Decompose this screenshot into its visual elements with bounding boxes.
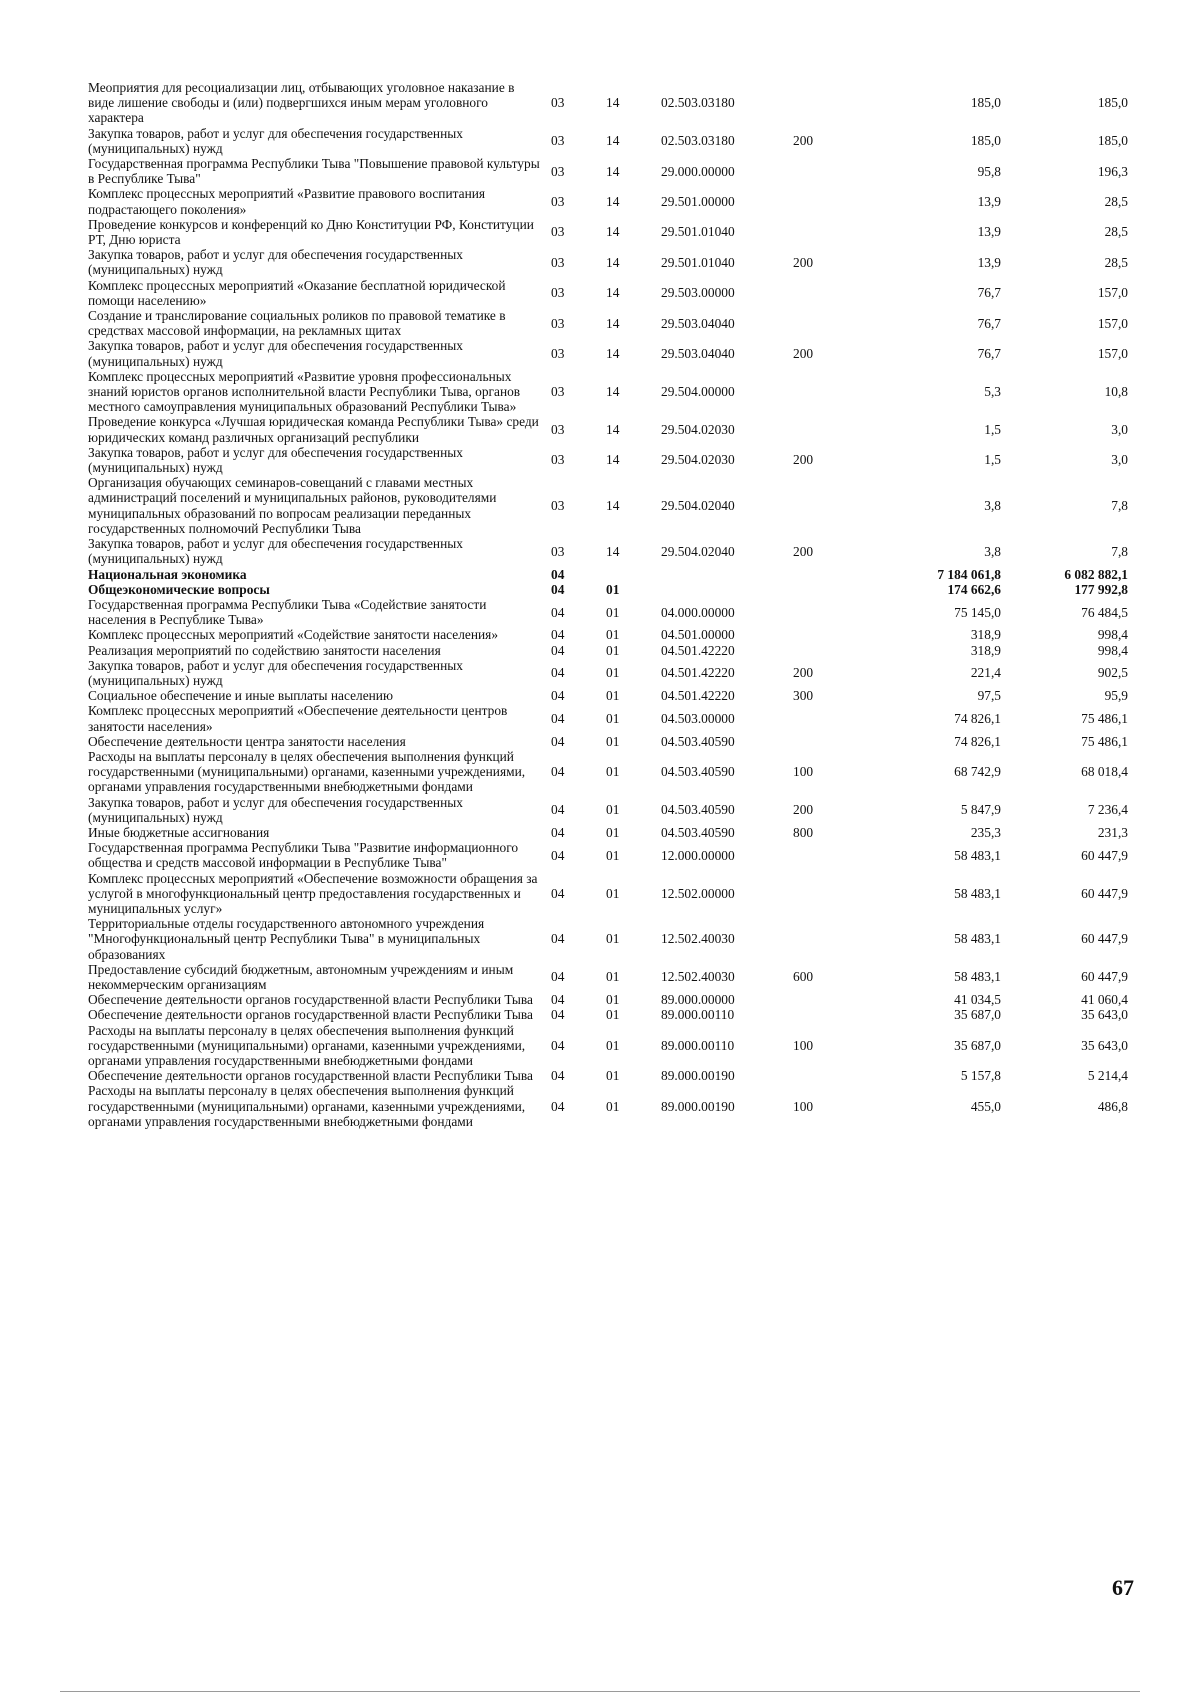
amount-year-2: 28,5: [1104, 254, 1128, 270]
expense-type-code: 100: [793, 1037, 814, 1053]
target-item-code: 29.503.00000: [661, 285, 735, 301]
section-code: 04: [551, 566, 565, 582]
expense-type-code: [793, 871, 851, 917]
target-item-code: 04.503.00000: [661, 710, 735, 726]
amount-year-2: 10,8: [1104, 384, 1128, 400]
expense-name: Государственная программа Республики Тыва "Развитие информационного общества и средств массовой информации в Республике Тыва": [88, 840, 519, 871]
section-code: 04: [551, 931, 565, 947]
amount-year-1: 13,9: [977, 254, 1001, 270]
subsection-code: 01: [606, 992, 620, 1008]
expense-type-code: [793, 475, 851, 536]
subsection-code: 14: [606, 315, 620, 331]
expense-name: Расходы на выплаты персоналу в целях обеспечения выполнения функций государственными (муниципальными) органами, казенными учреждениями, органами управления государственными внебюджетными фондами: [88, 1083, 526, 1129]
subsection-code: 01: [606, 688, 620, 704]
amount-year-1: 318,9: [970, 627, 1001, 643]
target-item-code: 29.504.00000: [661, 384, 735, 400]
expense-type-code: [793, 916, 851, 962]
target-item-code: 29.504.02040: [661, 498, 735, 514]
target-item-code: 89.000.00190: [661, 1098, 735, 1114]
amount-year-2: 3,0: [1111, 452, 1128, 468]
table-row: [88, 1083, 1128, 1129]
amount-year-1: 5,3: [984, 384, 1001, 400]
target-item-code: 04.501.42220: [661, 665, 735, 681]
table-row: [88, 369, 1128, 415]
section-code: 04: [551, 824, 565, 840]
table-row: [88, 916, 1128, 962]
target-item-code: 29.504.02030: [661, 422, 735, 438]
subsection-code: 14: [606, 224, 620, 240]
amount-year-2: 7,8: [1111, 543, 1128, 559]
section-code: 03: [551, 254, 565, 270]
table-row: [88, 703, 1128, 733]
table-row: [88, 795, 1128, 825]
expense-name: Обеспечение деятельности органов государственной власти Республики Тыва: [88, 1068, 533, 1084]
table-row: [88, 643, 1128, 658]
section-code: 04: [551, 764, 565, 780]
section-code: 04: [551, 642, 565, 658]
expense-type-code: 200: [793, 665, 814, 681]
amount-year-1: 76,7: [977, 346, 1001, 362]
expense-name: Проведение конкурса «Лучшая юридическая команда Республики Тыва» среди юридических команд различных организаций республики: [88, 414, 539, 445]
expense-type-code: 100: [793, 1098, 814, 1114]
amount-year-1: 75 145,0: [954, 604, 1001, 620]
amount-year-2: 60 447,9: [1081, 847, 1128, 863]
target-item-code: 29.504.02040: [661, 543, 735, 559]
amount-year-2: 6 082 882,1: [1064, 566, 1128, 582]
amount-year-1: 41 034,5: [954, 992, 1001, 1008]
expense-type-code: [793, 840, 851, 870]
expense-type-code: [793, 186, 851, 216]
amount-year-1: 174 662,6: [947, 581, 1001, 597]
target-item-code: 89.000.00000: [661, 992, 735, 1008]
expense-type-code: 200: [793, 452, 814, 468]
amount-year-2: 60 447,9: [1081, 969, 1128, 985]
target-item-code: 04.501.00000: [661, 627, 735, 643]
amount-year-2: 75 486,1: [1081, 710, 1128, 726]
table-row: [88, 247, 1128, 277]
expense-type-code: 200: [793, 543, 814, 559]
amount-year-2: 35 643,0: [1081, 1037, 1128, 1053]
amount-year-2: 3,0: [1111, 422, 1128, 438]
expense-type-code: [793, 1007, 851, 1022]
expense-type-code: [793, 1068, 851, 1083]
expense-name: Комплекс процессных мероприятий «Содействие занятости населения»: [88, 627, 499, 643]
section-code: 03: [551, 384, 565, 400]
expense-name: Реализация мероприятий по содействию занятости населения: [88, 642, 441, 658]
subsection-code: 14: [606, 498, 620, 514]
budget-table: [88, 80, 1128, 1129]
expense-type-code: [793, 627, 851, 642]
expense-name: Комплекс процессных мероприятий «Развитие правового воспитания подрастающего поколения»: [88, 186, 486, 217]
amount-year-2: 998,4: [1097, 627, 1128, 643]
table-row: [88, 278, 1128, 308]
target-item-code: 29.000.00000: [661, 163, 735, 179]
amount-year-1: 7 184 061,8: [937, 566, 1001, 582]
amount-year-1: 185,0: [970, 95, 1001, 111]
amount-year-1: 1,5: [984, 452, 1001, 468]
expense-type-code: 100: [793, 764, 814, 780]
amount-year-2: 157,0: [1097, 315, 1128, 331]
table-row: [88, 871, 1128, 917]
table-row: [88, 126, 1128, 156]
section-code: 04: [551, 992, 565, 1008]
table-row: [88, 80, 1128, 126]
expense-name: Комплекс процессных мероприятий «Обеспечение возможности обращения за услугой в многофункциональный центр предоставления государственных и муниципальных услуг»: [88, 870, 538, 916]
target-item-code: 12.502.40030: [661, 969, 735, 985]
subsection-code: 14: [606, 346, 620, 362]
expense-name: Территориальные отделы государственного автономного учреждения "Многофункциональный центр Республики Тыва" в муниципальных образованиях: [88, 916, 485, 962]
subsection-code: 14: [606, 194, 620, 210]
table-row: [88, 962, 1128, 992]
expense-name: Расходы на выплаты персоналу в целях обеспечения выполнения функций государственными (муниципальными) органами, казенными учреждениями, органами управления государственными внебюджетными фондами: [88, 1022, 526, 1068]
subsection-code: 01: [606, 665, 620, 681]
amount-year-1: 455,0: [970, 1098, 1001, 1114]
amount-year-2: 231,3: [1097, 824, 1128, 840]
subsection-code: 01: [606, 733, 620, 749]
table-row: [88, 414, 1128, 444]
table-row: [88, 734, 1128, 749]
expense-name: Меоприятия для ресоциализации лиц, отбывающих уголовное наказание в виде лишение свободы и (или) подвергшихся иным мерам уголовного характера: [88, 80, 515, 126]
table-row: [88, 338, 1128, 368]
subsection-code: 01: [606, 710, 620, 726]
table-row: [88, 1007, 1128, 1022]
section-code: 03: [551, 543, 565, 559]
amount-year-2: 196,3: [1097, 163, 1128, 179]
subsection-code: 14: [606, 254, 620, 270]
amount-year-2: 486,8: [1097, 1098, 1128, 1114]
subsection-code: 14: [606, 163, 620, 179]
section-code: 04: [551, 688, 565, 704]
target-item-code: 04.503.40590: [661, 824, 735, 840]
expense-type-code: 800: [793, 824, 814, 840]
section-code: 04: [551, 581, 565, 597]
subsection-code: 01: [606, 581, 620, 597]
expense-type-code: [793, 567, 851, 582]
expense-type-code: [793, 156, 851, 186]
amount-year-1: 318,9: [970, 642, 1001, 658]
table-row: [88, 597, 1128, 627]
amount-year-1: 74 826,1: [954, 710, 1001, 726]
table-row: [88, 840, 1128, 870]
amount-year-2: 95,9: [1104, 688, 1128, 704]
section-code: 03: [551, 422, 565, 438]
subsection-code: 14: [606, 452, 620, 468]
expense-name: Комплекс процессных мероприятий «Оказание бесплатной юридической помощи населению»: [88, 277, 506, 308]
section-code: 04: [551, 802, 565, 818]
amount-year-1: 13,9: [977, 224, 1001, 240]
amount-year-1: 97,5: [977, 688, 1001, 704]
amount-year-2: 157,0: [1097, 346, 1128, 362]
table-row: [88, 475, 1128, 536]
amount-year-1: 13,9: [977, 194, 1001, 210]
amount-year-2: 5 214,4: [1087, 1068, 1128, 1084]
amount-year-2: 177 992,8: [1074, 581, 1128, 597]
amount-year-1: 35 687,0: [954, 1007, 1001, 1023]
target-item-code: 29.503.04040: [661, 346, 735, 362]
expense-type-code: [793, 278, 851, 308]
table-row: [88, 749, 1128, 795]
expense-type-code: [793, 582, 851, 597]
target-item-code: 29.504.02030: [661, 452, 735, 468]
table-row: [88, 308, 1128, 338]
expense-name: Закупка товаров, работ и услуг для обеспечения государственных (муниципальных) нужд: [88, 536, 463, 567]
target-item-code: 04.503.40590: [661, 733, 735, 749]
expense-type-code: 200: [793, 802, 814, 818]
expense-name: Закупка товаров, работ и услуг для обеспечения государственных (муниципальных) нужд: [88, 338, 463, 369]
subsection-code: 01: [606, 642, 620, 658]
section-code: 04: [551, 733, 565, 749]
table-row: [88, 186, 1128, 216]
subsection-code: 14: [606, 543, 620, 559]
amount-year-1: 35 687,0: [954, 1037, 1001, 1053]
subsection-code: 14: [606, 422, 620, 438]
amount-year-1: 235,3: [970, 824, 1001, 840]
expense-type-code: 200: [793, 346, 814, 362]
section-code: 03: [551, 452, 565, 468]
amount-year-2: 185,0: [1097, 95, 1128, 111]
subsection-code: 01: [606, 604, 620, 620]
target-item-code: 02.503.03180: [661, 133, 735, 149]
amount-year-1: 76,7: [977, 315, 1001, 331]
expense-name: Закупка товаров, работ и услуг для обеспечения государственных (муниципальных) нужд: [88, 657, 463, 688]
expense-name: Предоставление субсидий бюджетным, автономным учреждениям и иным некоммерческим организациям: [88, 961, 514, 992]
subsection-code: 01: [606, 627, 620, 643]
target-item-code: 04.000.00000: [661, 604, 735, 620]
expense-type-code: 200: [793, 133, 814, 149]
subsection-code: 01: [606, 931, 620, 947]
amount-year-1: 221,4: [970, 665, 1001, 681]
target-item-code: 02.503.03180: [661, 95, 735, 111]
subsection-code: 14: [606, 285, 620, 301]
amount-year-2: 7 236,4: [1087, 802, 1128, 818]
target-item-code: [661, 567, 793, 582]
expense-name: Государственная программа Республики Тыва «Содействие занятости населения в Республике Тыва»: [88, 596, 487, 628]
expense-name: Закупка товаров, работ и услуг для обеспечения государственных (муниципальных) нужд: [88, 444, 463, 476]
subsection-code: 01: [606, 1098, 620, 1114]
expense-name: Иные бюджетные ассигнования: [88, 824, 270, 840]
table-row: [88, 1068, 1128, 1083]
amount-year-1: 76,7: [977, 285, 1001, 301]
amount-year-1: 58 483,1: [954, 931, 1001, 947]
amount-year-2: 28,5: [1104, 224, 1128, 240]
target-item-code: 04.503.40590: [661, 764, 735, 780]
expense-name: Обеспечение деятельности органов государственной власти Республики Тыва: [88, 1007, 533, 1023]
table-row: [88, 217, 1128, 247]
amount-year-2: 28,5: [1104, 194, 1128, 210]
expense-name: Национальная экономика: [88, 566, 247, 582]
amount-year-2: 7,8: [1111, 498, 1128, 514]
amount-year-2: 41 060,4: [1081, 992, 1128, 1008]
expense-name: Комплекс процессных мероприятий «Обеспечение деятельности центров занятости населения»: [88, 703, 508, 734]
table-row: [88, 567, 1128, 582]
amount-year-2: 998,4: [1097, 642, 1128, 658]
expense-name: Закупка товаров, работ и услуг для обеспечения государственных (муниципальных) нужд: [88, 247, 463, 278]
expense-name: Обеспечение деятельности центра занятости населения: [88, 733, 406, 749]
section-code: 04: [551, 1098, 565, 1114]
target-item-code: 12.502.40030: [661, 931, 735, 947]
target-item-code: 29.501.01040: [661, 224, 735, 240]
expense-name: Обеспечение деятельности органов государственной власти Республики Тыва: [88, 992, 533, 1008]
subsection-code: 01: [606, 802, 620, 818]
section-code: 03: [551, 498, 565, 514]
table-row: [88, 688, 1128, 703]
section-code: 04: [551, 847, 565, 863]
amount-year-2: 60 447,9: [1081, 931, 1128, 947]
subsection-code: 14: [606, 384, 620, 400]
section-code: 04: [551, 710, 565, 726]
section-code: 04: [551, 627, 565, 643]
expense-type-code: [793, 369, 851, 415]
amount-year-2: 68 018,4: [1081, 764, 1128, 780]
amount-year-1: 58 483,1: [954, 847, 1001, 863]
section-code: 03: [551, 95, 565, 111]
section-code: 03: [551, 315, 565, 331]
section-code: 04: [551, 604, 565, 620]
amount-year-2: 76 484,5: [1081, 604, 1128, 620]
amount-year-1: 3,8: [984, 543, 1001, 559]
table-row: [88, 627, 1128, 642]
subsection-code: [606, 567, 661, 582]
target-item-code: 29.501.00000: [661, 194, 735, 210]
amount-year-2: 902,5: [1097, 665, 1128, 681]
expense-name: Расходы на выплаты персоналу в целях обеспечения выполнения функций государственными (муниципальными) органами, казенными учреждениями, органами управления государственными внебюджетными фондами: [88, 748, 526, 795]
target-item-code: 89.000.00110: [661, 1007, 735, 1023]
subsection-code: 01: [606, 824, 620, 840]
amount-year-1: 5 847,9: [960, 802, 1001, 818]
section-code: 03: [551, 346, 565, 362]
section-code: 04: [551, 1007, 565, 1023]
expense-name: Социальное обеспечение и иные выплаты населению: [88, 688, 393, 704]
target-item-code: 04.501.42220: [661, 642, 735, 658]
section-code: 03: [551, 133, 565, 149]
expense-name: Проведение конкурсов и конференций ко Дню Конституции РФ, Конституции РТ, Дню юриста: [88, 216, 534, 248]
expense-name: Закупка товаров, работ и услуг для обеспечения государственных (муниципальных) нужд: [88, 794, 463, 825]
amount-year-1: 1,5: [984, 422, 1001, 438]
target-item-code: 89.000.00190: [661, 1068, 735, 1084]
target-item-code: 12.502.00000: [661, 885, 735, 901]
expense-type-code: 600: [793, 969, 814, 985]
subsection-code: 14: [606, 95, 620, 111]
section-code: 03: [551, 285, 565, 301]
amount-year-1: 68 742,9: [954, 764, 1001, 780]
amount-year-1: 58 483,1: [954, 885, 1001, 901]
target-item-code: 12.000.00000: [661, 847, 735, 863]
table-row: [88, 582, 1128, 597]
section-code: 04: [551, 885, 565, 901]
expense-type-code: [793, 734, 851, 749]
expense-type-code: [793, 703, 851, 733]
amount-year-1: 74 826,1: [954, 733, 1001, 749]
subsection-code: 01: [606, 969, 620, 985]
amount-year-1: 95,8: [977, 163, 1001, 179]
section-code: 03: [551, 194, 565, 210]
table-row: [88, 156, 1128, 186]
expense-type-code: [793, 597, 851, 627]
expense-name: Закупка товаров, работ и услуг для обеспечения государственных (муниципальных) нужд: [88, 125, 463, 156]
table-row: [88, 445, 1128, 475]
section-code: 03: [551, 224, 565, 240]
page-bottom-rule: [60, 1691, 1140, 1692]
expense-type-code: [793, 992, 851, 1007]
section-code: 04: [551, 1037, 565, 1053]
target-item-code: 04.501.42220: [661, 688, 735, 704]
expense-type-code: [793, 414, 851, 444]
expense-name: Комплекс процессных мероприятий «Развитие уровня профессиональных знаний юристов органов исполнительной власти Республики Тыва, органов местного самоуправления муниципальных образований Республики Тыва»: [88, 368, 521, 415]
expense-type-code: 300: [793, 688, 814, 704]
budget-table-body: [88, 80, 1128, 1129]
target-item-code: 04.503.40590: [661, 802, 735, 818]
expense-name: Создание и транслирование социальных роликов по правовой тематике в средствах массовой информации, на рекламных щитах: [88, 308, 506, 339]
subsection-code: 01: [606, 1037, 620, 1053]
amount-year-1: 5 157,8: [960, 1068, 1001, 1084]
subsection-code: 01: [606, 1068, 620, 1084]
page-number: 67: [1112, 1575, 1134, 1600]
table-row: [88, 1023, 1128, 1069]
subsection-code: 14: [606, 133, 620, 149]
subsection-code: 01: [606, 847, 620, 863]
subsection-code: 01: [606, 1007, 620, 1023]
expense-type-code: [793, 308, 851, 338]
amount-year-2: 75 486,1: [1081, 733, 1128, 749]
table-row: [88, 658, 1128, 688]
subsection-code: 01: [606, 764, 620, 780]
expense-type-code: [793, 80, 851, 126]
table-row: [88, 536, 1128, 566]
amount-year-1: 58 483,1: [954, 969, 1001, 985]
table-row: [88, 992, 1128, 1007]
amount-year-1: 185,0: [970, 133, 1001, 149]
expense-type-code: [793, 217, 851, 247]
expense-name: Общеэкономические вопросы: [88, 581, 270, 597]
target-item-code: 89.000.00110: [661, 1037, 735, 1053]
target-item-code: 29.501.01040: [661, 254, 735, 270]
section-code: 03: [551, 163, 565, 179]
section-code: 04: [551, 1068, 565, 1084]
table-row: [88, 825, 1128, 840]
target-item-code: [661, 582, 793, 597]
target-item-code: 29.503.04040: [661, 315, 735, 331]
amount-year-2: 157,0: [1097, 285, 1128, 301]
amount-year-2: 60 447,9: [1081, 885, 1128, 901]
expense-type-code: [793, 643, 851, 658]
amount-year-2: 185,0: [1097, 133, 1128, 149]
expense-type-code: 200: [793, 254, 814, 270]
section-code: 04: [551, 969, 565, 985]
expense-name: Государственная программа Республики Тыва "Повышение правовой культуры в Республике Тыва": [88, 156, 540, 187]
expense-name: Организация обучающих семинаров-совещаний с главами местных администраций поселений и муниципальных районов, руководителями муниципальных образований по вопросам реализации переданных государственных полномочий Республики Тыва: [88, 475, 497, 536]
amount-year-1: 3,8: [984, 498, 1001, 514]
amount-year-2: 35 643,0: [1081, 1007, 1128, 1023]
subsection-code: 01: [606, 885, 620, 901]
section-code: 04: [551, 665, 565, 681]
